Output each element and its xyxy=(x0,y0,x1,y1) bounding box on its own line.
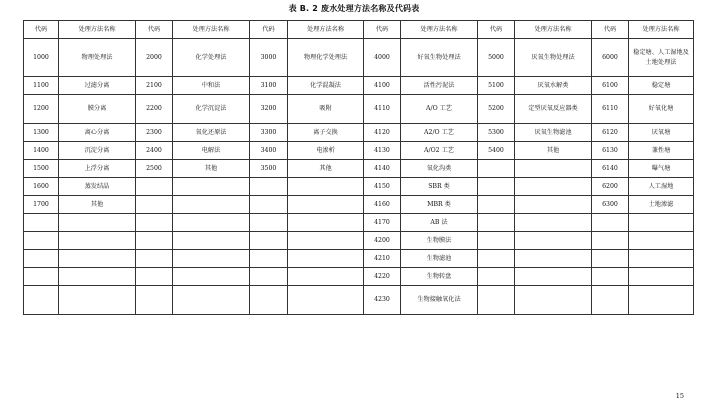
method-name-cell: 其他 xyxy=(515,142,592,160)
code-cell xyxy=(478,196,515,214)
code-cell xyxy=(136,196,173,214)
method-name-cell: MBR 类 xyxy=(401,196,478,214)
method-name-cell xyxy=(515,268,592,286)
method-name-cell: 物理化学处理法 xyxy=(288,39,364,77)
method-name-cell xyxy=(59,232,136,250)
method-name-cell: A/O2 工艺 xyxy=(401,142,478,160)
method-name-cell: 膜分离 xyxy=(59,95,136,124)
code-cell: 3100 xyxy=(250,77,288,95)
code-cell: 1400 xyxy=(24,142,59,160)
header-code: 代码 xyxy=(136,21,173,39)
header-method-name: 处理方法名称 xyxy=(515,21,592,39)
code-cell: 4120 xyxy=(364,124,401,142)
code-cell xyxy=(478,232,515,250)
method-name-cell: 厌氧塘 xyxy=(629,124,694,142)
code-cell: 5100 xyxy=(478,77,515,95)
code-cell xyxy=(24,232,59,250)
header-method-name: 处理方法名称 xyxy=(401,21,478,39)
method-name-cell: 化学处理法 xyxy=(173,39,250,77)
method-name-cell xyxy=(629,214,694,232)
method-name-cell: 氧化沟类 xyxy=(401,160,478,178)
table-row xyxy=(24,95,694,124)
code-cell xyxy=(136,214,173,232)
code-cell: 4160 xyxy=(364,196,401,214)
method-name-cell: 稳定塘 xyxy=(629,77,694,95)
method-name-cell: 定型厌氧反应器类 xyxy=(515,95,592,124)
code-cell xyxy=(136,232,173,250)
method-name-cell: AB 法 xyxy=(401,214,478,232)
code-cell: 3400 xyxy=(250,142,288,160)
code-cell xyxy=(136,250,173,268)
code-cell: 3500 xyxy=(250,160,288,178)
method-name-cell xyxy=(288,250,364,268)
code-cell: 6000 xyxy=(592,39,629,77)
method-name-cell xyxy=(515,232,592,250)
code-cell: 4110 xyxy=(364,95,401,124)
method-name-cell xyxy=(629,250,694,268)
code-cell xyxy=(478,178,515,196)
code-cell: 1500 xyxy=(24,160,59,178)
method-name-cell: 离心分离 xyxy=(59,124,136,142)
method-name-cell: 物理处理法 xyxy=(59,39,136,77)
table-row xyxy=(24,77,694,95)
header-code: 代码 xyxy=(478,21,515,39)
method-name-cell xyxy=(288,286,364,315)
header-method-name: 处理方法名称 xyxy=(629,21,694,39)
code-cell: 4230 xyxy=(364,286,401,315)
code-cell: 4220 xyxy=(364,268,401,286)
page-number: 15 xyxy=(675,392,684,400)
method-name-cell xyxy=(59,286,136,315)
method-name-cell xyxy=(288,178,364,196)
method-name-cell: 生物滤池 xyxy=(401,250,478,268)
wastewater-method-code-table xyxy=(23,20,694,315)
method-name-cell xyxy=(288,214,364,232)
method-name-cell xyxy=(515,250,592,268)
code-cell: 4200 xyxy=(364,232,401,250)
code-cell xyxy=(250,286,288,315)
code-cell xyxy=(24,268,59,286)
method-name-cell xyxy=(173,214,250,232)
method-name-cell: 电渗析 xyxy=(288,142,364,160)
code-cell: 4210 xyxy=(364,250,401,268)
method-name-cell xyxy=(515,160,592,178)
method-name-cell: 兼性塘 xyxy=(629,142,694,160)
method-name-cell xyxy=(629,286,694,315)
code-cell xyxy=(478,250,515,268)
code-cell xyxy=(24,214,59,232)
code-cell: 6130 xyxy=(592,142,629,160)
method-name-cell xyxy=(629,268,694,286)
method-name-cell: 氧化还原法 xyxy=(173,124,250,142)
code-cell xyxy=(592,268,629,286)
header-code: 代码 xyxy=(24,21,59,39)
code-cell: 2500 xyxy=(136,160,173,178)
method-name-cell: 厌氧水解类 xyxy=(515,77,592,95)
code-cell: 4130 xyxy=(364,142,401,160)
method-name-cell: 稳定塘、人工湿地及土地处理法 xyxy=(629,39,694,77)
table-row xyxy=(24,214,694,232)
code-cell xyxy=(478,286,515,315)
method-name-cell: 其他 xyxy=(59,196,136,214)
method-name-cell xyxy=(59,214,136,232)
code-cell xyxy=(250,250,288,268)
method-name-cell xyxy=(515,196,592,214)
code-cell: 1300 xyxy=(24,124,59,142)
code-cell: 6300 xyxy=(592,196,629,214)
method-name-cell xyxy=(173,196,250,214)
table-row xyxy=(24,160,694,178)
code-cell: 6140 xyxy=(592,160,629,178)
code-cell: 5200 xyxy=(478,95,515,124)
method-name-cell: 厌氧生物滤池 xyxy=(515,124,592,142)
code-cell xyxy=(250,178,288,196)
method-name-cell: 生物转盘 xyxy=(401,268,478,286)
code-cell: 2400 xyxy=(136,142,173,160)
method-name-cell xyxy=(515,214,592,232)
code-cell: 4100 xyxy=(364,77,401,95)
table-row xyxy=(24,286,694,315)
method-name-cell xyxy=(288,196,364,214)
table-row xyxy=(24,196,694,214)
method-name-cell xyxy=(173,178,250,196)
code-cell xyxy=(136,178,173,196)
code-cell: 4170 xyxy=(364,214,401,232)
code-cell: 1100 xyxy=(24,77,59,95)
table-row xyxy=(24,232,694,250)
code-cell xyxy=(478,268,515,286)
code-cell: 4140 xyxy=(364,160,401,178)
method-name-cell: 过滤分离 xyxy=(59,77,136,95)
code-cell xyxy=(592,232,629,250)
header-code: 代码 xyxy=(364,21,401,39)
code-cell xyxy=(136,286,173,315)
code-cell: 5300 xyxy=(478,124,515,142)
method-name-cell xyxy=(288,232,364,250)
code-cell: 4150 xyxy=(364,178,401,196)
method-name-cell: 沉淀分离 xyxy=(59,142,136,160)
header-method-name: 处理方法名称 xyxy=(288,21,364,39)
method-name-cell: 生物膜法 xyxy=(401,232,478,250)
method-name-cell: 生物接触氧化法 xyxy=(401,286,478,315)
code-cell: 6200 xyxy=(592,178,629,196)
table-header-row xyxy=(24,21,694,39)
header-code: 代码 xyxy=(250,21,288,39)
code-cell: 5000 xyxy=(478,39,515,77)
table-row xyxy=(24,142,694,160)
method-name-cell xyxy=(515,286,592,315)
method-name-cell xyxy=(629,232,694,250)
method-name-cell: 化学沉淀法 xyxy=(173,95,250,124)
code-cell xyxy=(136,268,173,286)
method-name-cell: 好氧生物处理法 xyxy=(401,39,478,77)
header-code: 代码 xyxy=(592,21,629,39)
code-cell: 6120 xyxy=(592,124,629,142)
code-cell: 5400 xyxy=(478,142,515,160)
method-name-cell xyxy=(515,178,592,196)
method-name-cell: 化学混凝法 xyxy=(288,77,364,95)
method-name-cell xyxy=(59,268,136,286)
table-row xyxy=(24,268,694,286)
table-row xyxy=(24,250,694,268)
code-cell xyxy=(250,232,288,250)
code-cell: 1000 xyxy=(24,39,59,77)
code-cell: 4000 xyxy=(364,39,401,77)
table-title: 表 B. 2 废水处理方法名称及代码表 xyxy=(288,4,420,13)
method-name-cell: 蒸发结晶 xyxy=(59,178,136,196)
method-name-cell: A2/O 工艺 xyxy=(401,124,478,142)
code-cell xyxy=(592,286,629,315)
method-name-cell xyxy=(173,286,250,315)
code-cell: 2000 xyxy=(136,39,173,77)
method-name-cell: 电解法 xyxy=(173,142,250,160)
code-cell: 3200 xyxy=(250,95,288,124)
method-name-cell: 中和法 xyxy=(173,77,250,95)
code-cell: 3300 xyxy=(250,124,288,142)
code-cell: 3000 xyxy=(250,39,288,77)
table-row xyxy=(24,178,694,196)
code-cell: 2300 xyxy=(136,124,173,142)
code-cell xyxy=(478,214,515,232)
code-cell: 1700 xyxy=(24,196,59,214)
method-name-cell xyxy=(59,250,136,268)
method-name-cell xyxy=(288,268,364,286)
code-cell: 2200 xyxy=(136,95,173,124)
code-cell: 1600 xyxy=(24,178,59,196)
code-cell xyxy=(250,214,288,232)
code-cell xyxy=(250,196,288,214)
code-cell xyxy=(478,160,515,178)
method-name-cell: 离子交换 xyxy=(288,124,364,142)
header-method-name: 处理方法名称 xyxy=(59,21,136,39)
method-name-cell: 人工湿地 xyxy=(629,178,694,196)
code-cell: 1200 xyxy=(24,95,59,124)
code-cell: 6110 xyxy=(592,95,629,124)
method-name-cell: A/O 工艺 xyxy=(401,95,478,124)
method-name-cell: 吸附 xyxy=(288,95,364,124)
method-name-cell: 厌氧生物处理法 xyxy=(515,39,592,77)
code-cell xyxy=(592,214,629,232)
method-name-cell: 其他 xyxy=(173,160,250,178)
method-name-cell: SBR 类 xyxy=(401,178,478,196)
method-name-cell xyxy=(173,268,250,286)
method-name-cell: 曝气塘 xyxy=(629,160,694,178)
method-name-cell xyxy=(173,232,250,250)
table-row xyxy=(24,39,694,77)
method-name-cell: 上浮分离 xyxy=(59,160,136,178)
method-name-cell: 好氧化塘 xyxy=(629,95,694,124)
header-method-name: 处理方法名称 xyxy=(173,21,250,39)
method-name-cell: 土地渗滤 xyxy=(629,196,694,214)
code-cell: 2100 xyxy=(136,77,173,95)
code-cell xyxy=(24,286,59,315)
code-cell xyxy=(250,268,288,286)
code-cell xyxy=(592,250,629,268)
method-name-cell xyxy=(173,250,250,268)
code-cell: 6100 xyxy=(592,77,629,95)
method-name-cell: 活性污泥法 xyxy=(401,77,478,95)
code-cell xyxy=(24,250,59,268)
method-name-cell: 其他 xyxy=(288,160,364,178)
table-row xyxy=(24,124,694,142)
